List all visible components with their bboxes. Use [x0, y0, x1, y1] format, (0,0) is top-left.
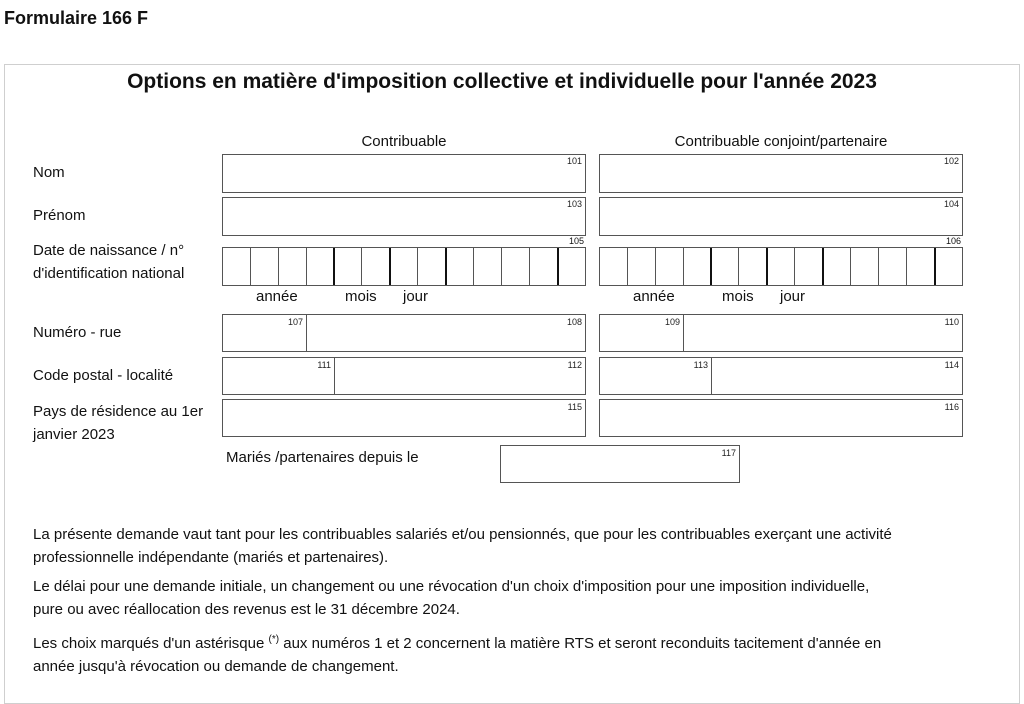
- field-101-nom-taxpayer[interactable]: [222, 154, 586, 193]
- digit-divider: [850, 248, 851, 285]
- field-number: 112: [567, 360, 582, 370]
- label-postal: Code postal - localité: [33, 367, 174, 384]
- field-number: 110: [944, 317, 959, 327]
- date-divider: [934, 248, 936, 285]
- field-116-country-spouse[interactable]: [599, 399, 963, 437]
- digit-divider: [278, 248, 279, 285]
- note-line: [33, 628, 993, 655]
- field-number: 105: [568, 236, 584, 246]
- field-111-postal-taxpayer[interactable]: [222, 357, 335, 395]
- digit-divider: [417, 248, 418, 285]
- label-street: Numéro - rue: [33, 324, 122, 341]
- label-nom: Nom: [33, 164, 65, 181]
- note-line: année jusqu'à révocation ou demande de changement.: [33, 658, 399, 675]
- date-label-year: année: [633, 288, 675, 305]
- note-line: professionnelle indépendante (mariés et partenaires).: [33, 549, 389, 566]
- note-text: Les choix marqués d'un astérisque: [33, 635, 269, 652]
- date-divider: [333, 248, 335, 285]
- field-106-id-spouse[interactable]: [599, 247, 963, 286]
- field-number: 109: [664, 317, 680, 327]
- field-number: 107: [287, 317, 303, 327]
- asterisk-marker: (*): [268, 634, 280, 645]
- label-birth-line1: Date de naissance / n°: [33, 242, 185, 259]
- field-114-locality-spouse[interactable]: [711, 357, 963, 395]
- field-108-street-taxpayer[interactable]: [306, 314, 586, 352]
- form-code: Formulaire 166 F: [4, 8, 149, 28]
- note-paragraph-3: [33, 628, 993, 678]
- field-number: 117: [721, 448, 736, 458]
- field-number: 104: [943, 199, 959, 209]
- digit-divider: [529, 248, 530, 285]
- field-109-number-spouse[interactable]: [599, 314, 684, 352]
- field-number: 101: [566, 156, 582, 166]
- digit-divider: [794, 248, 795, 285]
- note-text: aux numéros 1 et 2 concernent la matière RTS et seront reconduits tacitement d'année en: [279, 635, 882, 652]
- digit-divider: [627, 248, 628, 285]
- digit-divider: [473, 248, 474, 285]
- field-112-locality-taxpayer[interactable]: [334, 357, 586, 395]
- digit-divider: [501, 248, 502, 285]
- date-divider: [710, 248, 712, 285]
- column-header-taxpayer: Contribuable: [361, 133, 447, 150]
- field-104-prenom-spouse[interactable]: [599, 197, 963, 236]
- field-number: 113: [693, 360, 708, 370]
- note-line: La présente demande vaut tant pour les contribuables salariés et/ou pensionnés, que pour les contribuables exerçant une activité: [33, 526, 892, 543]
- field-number: 116: [944, 402, 959, 412]
- field-number: 114: [944, 360, 959, 370]
- date-divider: [766, 248, 768, 285]
- date-divider: [445, 248, 447, 285]
- field-110-street-spouse[interactable]: [683, 314, 963, 352]
- field-number: 111: [317, 360, 331, 370]
- date-label-year: année: [256, 288, 298, 305]
- note-line: Le délai pour une demande initiale, un changement ou une révocation d'un choix d'imposition pour une imposition individuelle,: [33, 578, 870, 595]
- field-107-number-taxpayer[interactable]: [222, 314, 307, 352]
- date-label-day: jour: [403, 288, 429, 305]
- label-birth-line2: d'identification national: [33, 265, 185, 282]
- label-married-since: Mariés /partenaires depuis le: [226, 449, 419, 466]
- label-prenom: Prénom: [33, 207, 86, 224]
- digit-divider: [306, 248, 307, 285]
- field-103-prenom-taxpayer[interactable]: [222, 197, 586, 236]
- date-label-month: mois: [345, 288, 377, 305]
- field-number: 103: [566, 199, 582, 209]
- note-paragraph-1: [33, 523, 993, 569]
- digit-divider: [738, 248, 739, 285]
- digit-divider: [655, 248, 656, 285]
- field-113-postal-spouse[interactable]: [599, 357, 712, 395]
- date-divider: [389, 248, 391, 285]
- label-country-line1: Pays de résidence au 1er: [33, 403, 204, 420]
- digit-divider: [878, 248, 879, 285]
- column-header-spouse: Contribuable conjoint/partenaire: [674, 133, 888, 150]
- date-divider: [822, 248, 824, 285]
- digit-divider: [683, 248, 684, 285]
- field-117-married-since[interactable]: [500, 445, 740, 483]
- field-number: 108: [566, 317, 582, 327]
- digit-divider: [906, 248, 907, 285]
- note-paragraph-2: [33, 575, 993, 621]
- digit-divider: [250, 248, 251, 285]
- field-number: 102: [943, 156, 959, 166]
- date-divider: [557, 248, 559, 285]
- field-number: 115: [567, 402, 582, 412]
- field-102-nom-spouse[interactable]: [599, 154, 963, 193]
- digit-divider: [361, 248, 362, 285]
- field-105-id-taxpayer[interactable]: [222, 247, 586, 286]
- date-label-day: jour: [780, 288, 806, 305]
- note-line: pure ou avec réallocation des revenus est le 31 décembre 2024.: [33, 601, 460, 618]
- date-label-month: mois: [722, 288, 754, 305]
- label-country-line2: janvier 2023: [33, 426, 115, 443]
- field-number: 106: [945, 236, 961, 246]
- field-115-country-taxpayer[interactable]: [222, 399, 586, 437]
- form-title: Options en matière d'imposition collective et individuelle pour l'année 2023: [127, 70, 877, 93]
